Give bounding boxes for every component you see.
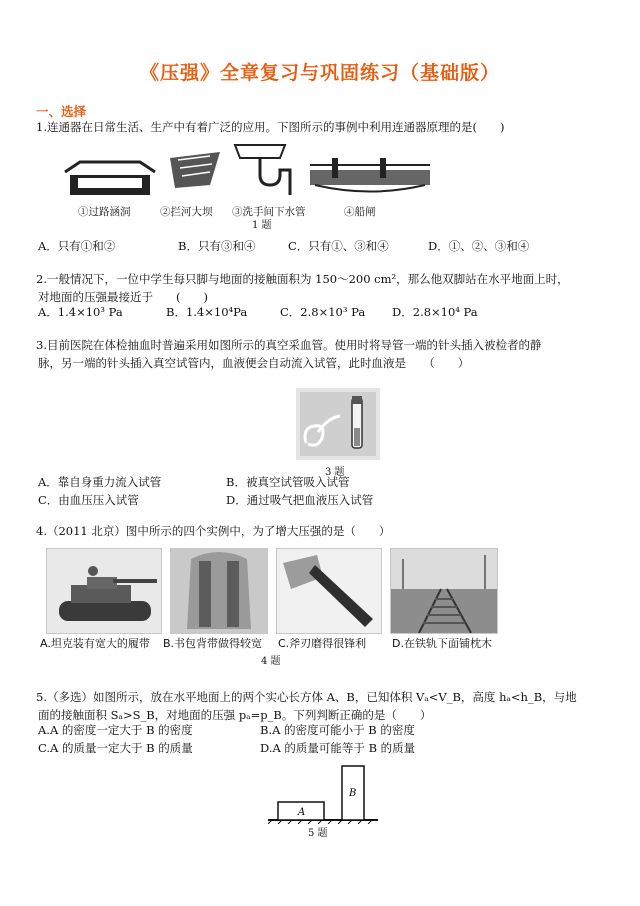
q5-option-c: C.A 的质量一定大于 B 的质量 <box>38 741 193 755</box>
q1-figure-label: 1 题 <box>252 220 272 231</box>
section-heading: 一、选择 <box>36 104 87 119</box>
q1-caption-4: ④船闸 <box>344 206 376 218</box>
q5-stem-line1: 5.（多选）如图所示，放在水平地面上的两个实心长方体 A、B，已知体积 Vₐ<V_B，高度 hₐ<h_B，与地 <box>36 690 577 704</box>
q3-stem-line2: 脉，另一端的针头插入真空试管内，血液便会自动流入试管，此时血液是 （ ） <box>38 356 470 370</box>
q4-figure-label: 4 题 <box>261 656 281 667</box>
q3-option-d: D．通过吸气把血液压入试管 <box>226 493 374 507</box>
axe-photo <box>276 548 382 634</box>
q2-stem-line1: 2.一般情况下，一位中学生每只脚与地面的接触面积为 150～200 cm²，那么他双脚站在水平地面上时， <box>36 272 569 286</box>
q3-stem-line1: 3.目前医院在体检抽血时普遍采用如图所示的真空采血管。使用时将导管一端的针头插入被检者的静 <box>36 338 542 352</box>
q2-option-b: B．1.4×10⁴Pa <box>166 305 248 319</box>
q4-caption-c: C.斧刃磨得很锋利 <box>278 637 367 650</box>
q3-figure <box>296 388 380 460</box>
sink-drain-illustration <box>235 145 290 195</box>
q4-caption-d: D.在铁轨下面铺枕木 <box>392 637 492 650</box>
block-b-label: B <box>349 788 357 799</box>
q2-stem-line2: 对地面的压强最接近于 ( ) <box>38 290 208 304</box>
q4-stem: 4.（2011 北京）图中所示的四个实例中，为了增大压强的是（ ） <box>36 524 391 538</box>
q3-option-c: C．由血压压入试管 <box>38 493 139 507</box>
q5-option-b: B.A 的密度可能小于 B 的密度 <box>260 723 415 737</box>
q5-stem-line2: 面的接触面积 Sₐ>S_B，对地面的压强 pₐ=p_B。下列判断正确的是（ ） <box>38 708 432 722</box>
q3-figure-label: 3 题 <box>325 467 345 478</box>
q2-option-c: C．2.8×10³ Pa <box>280 305 366 319</box>
q1-caption-2: ②拦河大坝 <box>160 206 213 218</box>
culvert-illustration <box>65 162 155 195</box>
q5-option-d: D.A 的质量可能等于 B 的质量 <box>260 741 416 755</box>
q4-caption-a: A.坦克装有宽大的履带 <box>40 637 150 650</box>
q5-figure <box>268 764 378 824</box>
q5-option-a: A.A 的密度一定大于 B 的密度 <box>38 723 193 737</box>
q2-option-a: A．1.4×10³ Pa <box>38 305 123 319</box>
q5-figure-label: 5 题 <box>308 828 328 839</box>
ship-lock-illustration <box>310 158 430 192</box>
q1-option-b: B．只有③和④ <box>178 239 256 253</box>
page-title: 《压强》全章复习与巩固练习（基础版） <box>139 62 500 84</box>
q1-option-c: C．只有①、③和④ <box>288 239 389 253</box>
q1-option-d: D．①、②、③和④ <box>428 239 530 253</box>
dam-illustration <box>170 152 220 188</box>
block-a-label: A <box>298 807 306 818</box>
q1-caption-1: ①过路涵洞 <box>78 206 131 218</box>
railway-photo <box>390 548 498 634</box>
q4-caption-b: B.书包背带做得较宽 <box>163 637 263 650</box>
q2-option-d: D．2.8×10⁴ Pa <box>392 305 478 319</box>
tank-photo <box>46 548 162 634</box>
q1-caption-3: ③洗手间下水管 <box>232 206 306 218</box>
backpack-photo <box>170 548 268 634</box>
q1-stem: 1.连通器在日常生活、生产中有着广泛的应用。下图所示的事例中利用连通器原理的是( ) <box>36 120 505 134</box>
q3-option-a: A．靠自身重力流入试管 <box>38 475 162 489</box>
q3-option-b: B．被真空试管吸入试管 <box>226 475 350 489</box>
q1-option-a: A．只有①和② <box>38 239 116 253</box>
